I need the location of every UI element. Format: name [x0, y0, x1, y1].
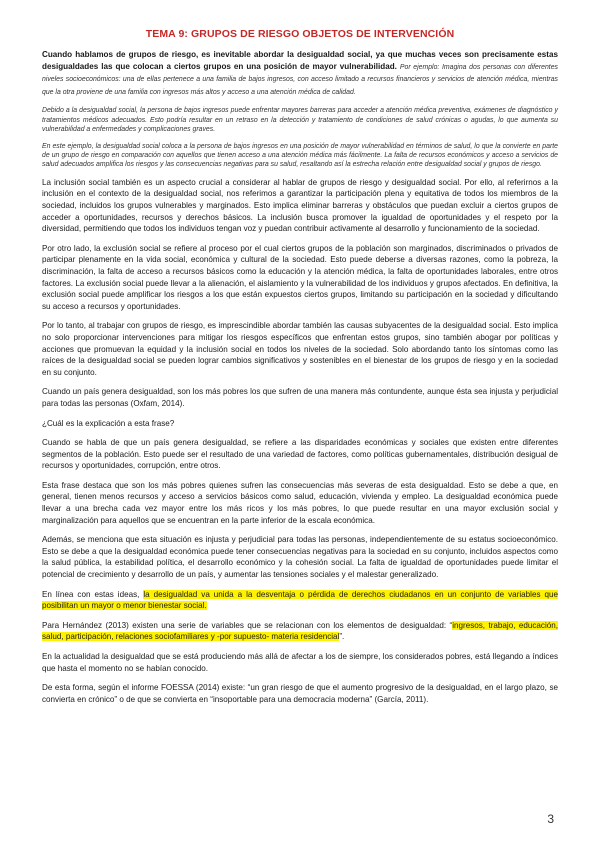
page-number: 3 — [547, 812, 554, 826]
paragraph-hernandez — [42, 620, 558, 643]
highlighted-text-2: ingresos, trabajo, educación, salud, participación, relaciones sociofamiliares y -por supuesto- materia residencial — [42, 620, 558, 642]
highlighted-text-1: la desigualdad va unida a la desventaja o pérdida de derechos ciudadanos en un conjunto de variables que posibilitan un mayor o menor bienestar social. — [42, 589, 558, 611]
paragraph-highlight-1-plain: En línea con estas ideas, — [42, 589, 144, 599]
example-paragraph-2: Debido a la desigualdad social, la persona de bajos ingresos puede enfrentar mayores barreras para acceder a atención médica preventiva, exámenes de diagnóstico y tratamientos médicos adecuados. Esto podría resultar en un retraso en la detección y tratamiento de condiciones de salud crónicas o agudas, lo que aumenta su vulnerabilidad a enfermedades y complicaciones graves. — [42, 107, 558, 134]
paragraph-explanation-2: Esta frase destaca que son los más pobres quienes sufren las consecuencias más severas de esta desigualdad. Esto se debe a que, en general, tienen menos recursos y acceso a servicios básicos como salud, educación, vivienda y empleo. La desigualdad económica puede llevar a una brecha cada vez mayor entre los más ricos y los más pobres, lo que puede resultar en una mayor exclusión social y marginalización para aquellos que se encuentran en la parte inferior de la escala económica. — [42, 480, 558, 525]
intro-paragraph — [42, 49, 558, 98]
paragraph-explanation-1: Cuando se habla de que un país genera desigualdad, se refiere a las disparidades económicas y sociales que existen entre diferentes segmentos de la población. Esto puede ser el resultado de una variedad de factores, como políticas gubernamentales, distribución desigual de recursos y oportunidades, corrupción, entre otros. — [42, 438, 558, 471]
document-title: TEMA 9: GRUPOS DE RIESGO OBJETOS DE INTERVENCIÓN — [145, 28, 455, 40]
paragraph-hernandez-plain: Para Hernández (2013) existen una serie de variables que se relacionan con los elementos de desigualdad: “ — [42, 620, 453, 630]
example-paragraph-3: En este ejemplo, la desigualdad social coloca a la persona de bajos ingresos en una posición de mayor vulnerabilidad en términos de salud, lo que la convierte en parte de un grupo de riesgo en comparación con aquellos que tienen acceso a una atención médica más fácilmente. La falta de recursos económicos y acceso a servicios de salud adecuados amplifica los riesgos y las consecuencias negativas para su salud, resaltando así la estrecha relación entre desigualdad social y grupos de riesgo. — [42, 142, 558, 169]
paragraph-oxfam-quote: Cuando un país genera desigualdad, son los más pobres los que sufren de una manera más contundente, aunque ésta sea injusta y perjudicial para todas las personas (Oxfam, 2014). — [42, 387, 558, 408]
paragraph-highlight-1 — [42, 589, 558, 612]
paragraph-explanation-3: Además, se menciona que esta situación es injusta y perjudicial para todas las personas, independientemente de su estatus socioeconómico. Esto se debe a que la desigualdad económica puede tener consecuencias negativas para la sociedad en su conjunto, incluidos aspectos como la salud pública, la estabilidad política, el desarrollo económico y la cohesión social. La falta de igualdad de oportunidades puede limitar el potencial de crecimiento y desarrollo de un país, y aumentar las tensiones sociales y el malestar generalizado. — [42, 535, 558, 580]
paragraph-exclusion: Por otro lado, la exclusión social se refiere al proceso por el cual ciertos grupos de la población son marginados, discriminados o privados de participar plenamente en la vida social, económica y cultural de la sociedad. Esto puede deberse a diversas razones, como la pobreza, la discriminación, la falta de acceso a recursos básicos como la educación y la atención médica, la falta de oportunidades laborales, entre otros factores. La exclusión social puede llevar a la alienación, el aislamiento y la vulnerabilidad de los individuos y grupos afectados. En definitiva, la exclusión social puede amplificar los riesgos a los que están expuestos ciertos grupos, limitando su participación en la sociedad y dificultando su acceso a recursos y oportunidades. — [42, 243, 558, 311]
paragraph-inclusion: La inclusión social también es un aspecto crucial a considerar al hablar de grupos de riesgo y desigualdad social. Por ello, al referirnos a la inclusión en el contexto de la desigualdad social, nos referimos a garantizar la participación plena y equitativa de todos los miembros de la sociedad, incluidos los grupos vulnerables y marginados. Esto implica eliminar barreras y obstáculos que puedan excluir a ciertos grupos de acceder a oportunidades, recursos y derechos básicos. La inclusión busca promover la igualdad de oportunidades y el respeto por la diversidad, permitiendo que todos los individuos tengan voz y puedan contribuir activamente al desarrollo y funcionamiento de la sociedad. — [42, 177, 558, 234]
document-page — [42, 28, 558, 713]
example-text: Por ejemplo: Imagina dos personas con diferentes niveles socioeconómicos: una de ellas pertenece a una familia de bajos ingresos, con acceso limitado a recursos financieros y servicios de atención médica, mientras que la otra proviene de una familia con ingresos más altos y acceso a una atención médica de calidad. — [42, 63, 558, 96]
intro-text: Cuando hablamos de grupos de riesgo, es inevitable abordar la desigualdad social, ya que muchas veces son precisamente estas desigualdades las que colocan a ciertos grupos en una posición de mayor vulnerabilidad. — [42, 50, 558, 71]
paragraph-question: ¿Cuál es la explicación a esta frase? — [42, 418, 175, 428]
paragraph-hernandez-end: ”. — [339, 632, 345, 642]
paragraph-foessa: De esta forma, según el informe FOESSA (2014) existe: “un gran riesgo de que el aumento progresivo de la desigualdad, en el largo plazo, se convierta en crónico” o de que se convierta en “insoportable para una democracia moderna” (García, 2011). — [42, 683, 558, 704]
paragraph-current-inequality: En la actualidad la desigualdad que se está produciendo más allá de afectar a los de siempre, los considerados pobres, está llegando a índices que hasta el momento no se habían conocido. — [42, 652, 558, 673]
paragraph-causes: Por lo tanto, al trabajar con grupos de riesgo, es imprescindible abordar también las causas subyacentes de la desigualdad social. Esto implica no solo proporcionar intervenciones para mitigar los riesgos específicos que enfrentan estos grupos, sino también abogar por políticas y acciones que promuevan la equidad y la inclusión social en todos los niveles de la sociedad. Solo abordando tanto los síntomas como las raíces de la desigualdad social se pueden lograr cambios significativos y sostenibles en el bienestar de los grupos de riesgo y en la sociedad en su conjunto. — [42, 321, 558, 377]
